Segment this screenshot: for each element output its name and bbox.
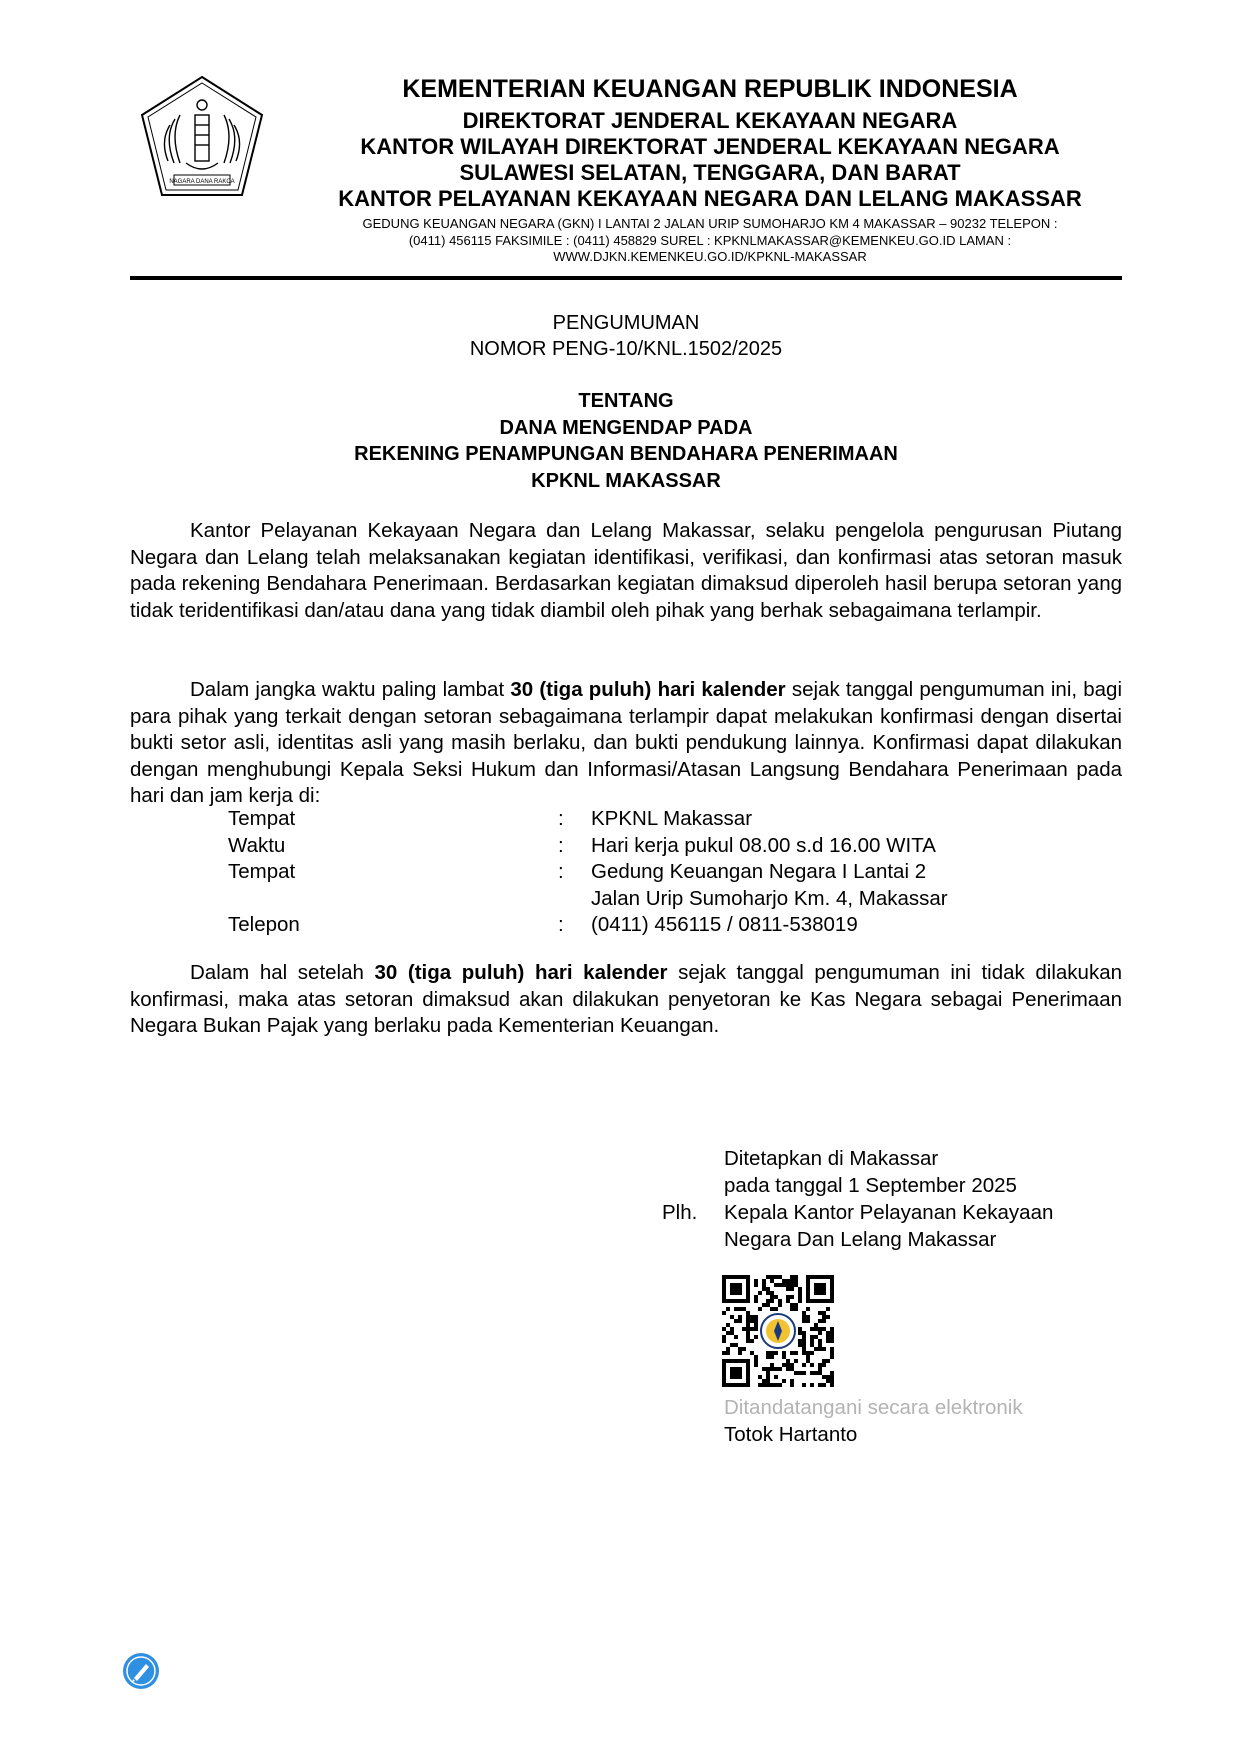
pen-badge-icon bbox=[122, 1652, 160, 1690]
paragraph-2-text: sejak tanggal pengumuman ini, bagi para pihak yang terkait dengan setoran sebagaimana terlampir dapat melakukan konfirmasi dengan disertai bukti setor asli, identitas asli yang masih berlaku, dan bukti pendukung lainnya. Konfirmasi dapat dilakukan dengan menghubungi Kepala Seksi Hukum dan Informasi/Atasan Langsung Bendahara Penerimaan pada hari dan jam kerja di: bbox=[130, 678, 1123, 807]
announcement-subject bbox=[130, 388, 1122, 494]
paragraph-2-text: Dalam jangka waktu paling lambat bbox=[190, 678, 511, 701]
detail-label: Waktu bbox=[228, 833, 286, 857]
region-name: SULAWESI SELATAN, TENGGARA, DAN BARAT bbox=[459, 160, 961, 185]
ministry-name: KEMENTERIAN KEUANGAN REPUBLIK INDONESIA bbox=[402, 75, 1018, 103]
detail-label: Tempat bbox=[228, 860, 296, 883]
qr-code bbox=[722, 1275, 834, 1387]
letterhead-divider bbox=[130, 276, 1122, 280]
announcement-type: PENGUMUMAN bbox=[552, 312, 700, 334]
signatory-name: Totok Hartanto bbox=[724, 1423, 858, 1446]
subject-line: KPKNL MAKASSAR bbox=[531, 469, 721, 492]
detail-colon: : bbox=[558, 913, 564, 936]
electronic-signature-note: Ditandatangani secara elektronik bbox=[724, 1396, 1023, 1419]
detail-colon: : bbox=[558, 860, 564, 883]
office-address bbox=[300, 216, 1120, 266]
detail-label: Telepon bbox=[228, 913, 300, 936]
signatory-position-2: Negara Dan Lelang Makassar bbox=[724, 1228, 997, 1251]
paragraph-3-text: sejak tanggal pengumuman ini tidak dilakukan konfirmasi, maka atas setoran dimaksud akan dilakukan penyetoran ke Kas Negara sebagai Penerimaan Negara Bukan Pajak yang berlaku pada Kementerian Keuangan. bbox=[130, 961, 1122, 1037]
directorate-general: DIREKTORAT JENDERAL KEKAYAAN NEGARA bbox=[462, 108, 958, 133]
paragraph-3-text: Dalam hal setelah bbox=[190, 961, 375, 984]
deadline-emphasis: 30 (tiga puluh) hari kalender bbox=[374, 961, 668, 984]
detail-colon: : bbox=[558, 807, 564, 830]
contact-details bbox=[228, 806, 1091, 939]
signatory-position-1: Kepala Kantor Pelayanan Kekayaan bbox=[724, 1201, 1054, 1224]
subject-line: TENTANG bbox=[578, 390, 674, 412]
regional-office: KANTOR WILAYAH DIREKTORAT JENDERAL KEKAYAAN NEGARA bbox=[360, 134, 1060, 159]
ministry-logo bbox=[140, 75, 264, 199]
signature-prefix: Plh. bbox=[662, 1201, 698, 1224]
signature-block bbox=[662, 1145, 1053, 1253]
detail-colon: : bbox=[558, 833, 564, 857]
signature-date: pada tanggal 1 September 2025 bbox=[724, 1174, 1017, 1197]
detail-label bbox=[228, 886, 558, 913]
detail-row bbox=[228, 833, 1091, 860]
address-line-1: GEDUNG KEUANGAN NEGARA (GKN) I LANTAI 2 JALAN URIP SUMOHARJO KM 4 MAKASSAR – 90232 TELEPON : bbox=[362, 216, 1058, 231]
address-line-3: WWW.DJKN.KEMENKEU.GO.ID/KPKNL-MAKASSAR bbox=[553, 249, 867, 264]
paragraph-2 bbox=[130, 677, 1122, 810]
detail-value: Gedung Keuangan Negara I Lantai 2 bbox=[591, 860, 927, 883]
qr-code-signature-icon bbox=[722, 1275, 834, 1387]
detail-row bbox=[228, 859, 1091, 886]
announcement-number: NOMOR PENG-10/KNL.1502/2025 bbox=[469, 338, 783, 360]
detail-row bbox=[228, 806, 1091, 833]
subject-line: REKENING PENAMPUNGAN BENDAHARA PENERIMAAN bbox=[354, 443, 898, 465]
paragraph-1: Kantor Pelayanan Kekayaan Negara dan Lelang Makassar, selaku pengelola pengurusan Piutang Negara dan Lelang telah melaksanakan kegiatan identifikasi, verifikasi, dan konfirmasi atas setoran masuk pada rekening Bendahara Penerimaan. Berdasarkan kegiatan dimaksud diperoleh hasil berupa setoran yang tidak teridentifikasi dan/atau dana yang tidak diambil oleh pihak yang berhak sebagaimana terlampir. bbox=[130, 519, 1122, 622]
address-line-2: (0411) 456115 FAKSIMILE : (0411) 458829 SUREL : KPKNLMAKASSAR@KEMENKEU.GO.ID LAMAN : bbox=[408, 232, 1012, 248]
detail-value: Hari kerja pukul 08.00 s.d 16.00 WITA bbox=[591, 833, 936, 857]
subject-line: DANA MENGENDAP PADA bbox=[499, 416, 753, 439]
detail-label: Tempat bbox=[228, 807, 296, 830]
signature-place: Ditetapkan di Makassar bbox=[724, 1147, 939, 1170]
kementerian-keuangan-emblem-icon bbox=[140, 75, 264, 199]
paragraph-3 bbox=[130, 960, 1122, 1040]
logo-motto: NAGARA DANA RAKCA bbox=[169, 179, 235, 185]
e-sign-badge-icon bbox=[122, 1652, 160, 1690]
electronic-signature bbox=[724, 1394, 1023, 1448]
detail-row bbox=[228, 886, 1091, 913]
detail-row bbox=[228, 912, 1091, 939]
announcement-heading bbox=[130, 310, 1122, 362]
detail-colon bbox=[558, 886, 591, 913]
deadline-emphasis: 30 (tiga puluh) hari kalender bbox=[510, 678, 786, 701]
detail-value: (0411) 456115 / 0811-538019 bbox=[591, 913, 858, 936]
detail-value: Jalan Urip Sumoharjo Km. 4, Makassar bbox=[591, 886, 948, 910]
detail-value: KPKNL Makassar bbox=[591, 807, 753, 830]
office-name: KANTOR PELAYANAN KEKAYAAN NEGARA DAN LELANG MAKASSAR bbox=[338, 186, 1082, 211]
